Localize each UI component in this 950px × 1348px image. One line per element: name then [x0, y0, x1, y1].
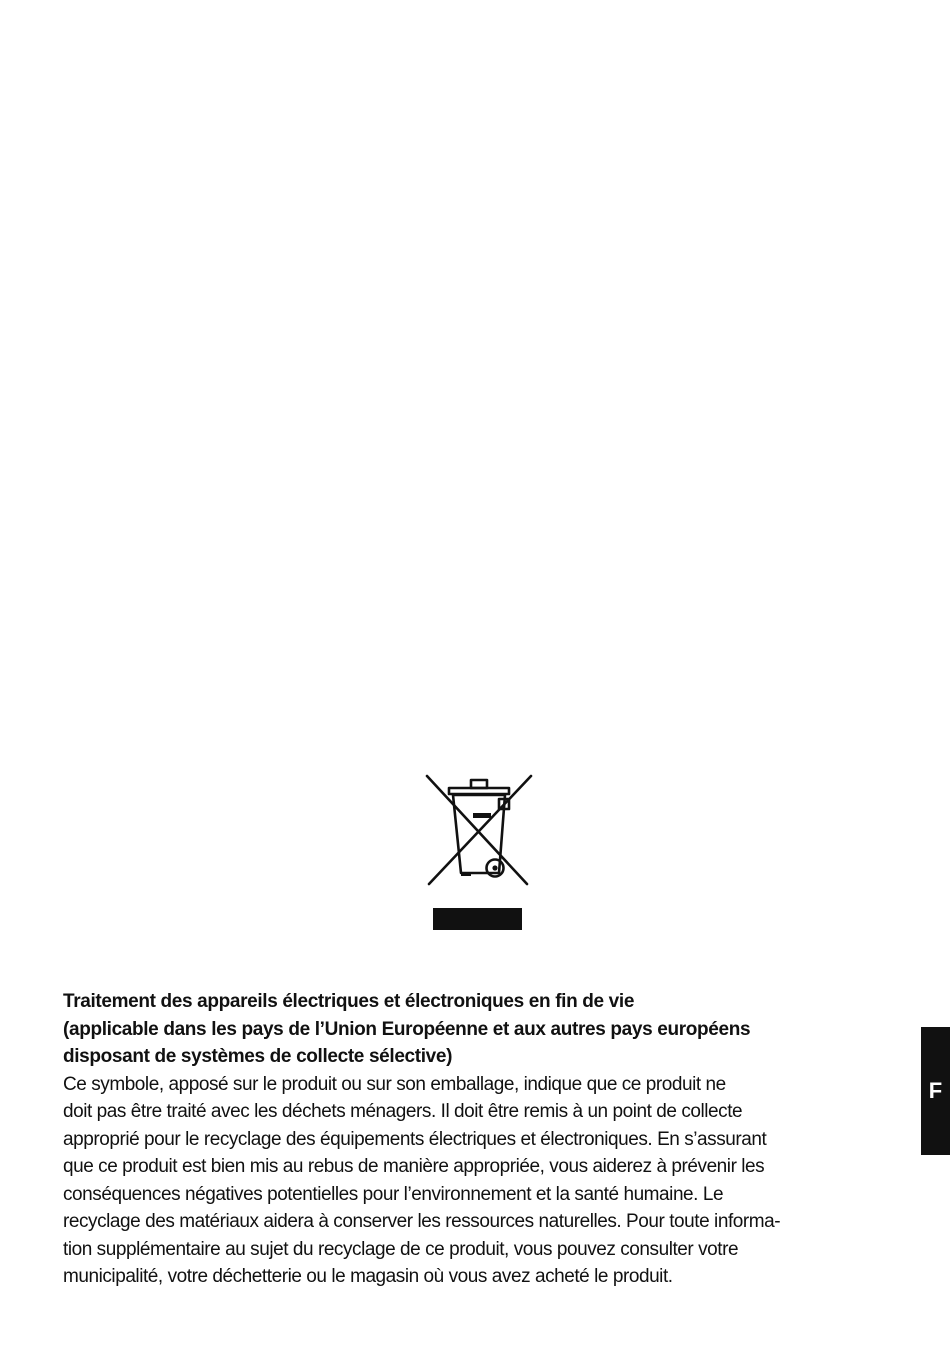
- heading-line: disposant de systèmes de collecte sélective): [63, 1046, 453, 1067]
- heading-line: Traitement des appareils électriques et électroniques en fin de vie: [63, 991, 635, 1012]
- body-line: recyclage des matériaux aidera à conserver les ressources naturelles. Pour toute informa-: [63, 1211, 781, 1232]
- disposal-notice: [63, 988, 893, 1291]
- symbol-underline-bar: [433, 908, 522, 930]
- notice-body: [63, 1071, 893, 1291]
- body-line: conséquences négatives potentielles pour l’environnement et la santé humaine. Le: [63, 1183, 724, 1205]
- body-line: doit pas être traité avec les déchets ménagers. Il doit être remis à un point de collecte: [63, 1101, 743, 1122]
- body-line: que ce produit est bien mis au rebus de manière appropriée, vous aiderez à prévenir les: [63, 1156, 765, 1177]
- notice-heading: [63, 988, 893, 1071]
- crossed-out-wheelie-bin-icon: [423, 772, 535, 888]
- body-line: municipalité, votre déchetterie ou le magasin où vous avez acheté le produit.: [63, 1266, 673, 1287]
- body-line: approprié pour le recyclage des équipements électriques et électroniques. En s’assurant: [63, 1128, 767, 1150]
- body-line: tion supplémentaire au sujet du recyclage de ce produit, vous pouvez consulter votre: [63, 1238, 739, 1260]
- heading-line: (applicable dans les pays de l’Union Européenne et aux autres pays européens: [63, 1018, 751, 1040]
- language-tab: [921, 1027, 950, 1155]
- language-tab-label: F: [928, 1078, 943, 1103]
- body-line: Ce symbole, apposé sur le produit ou sur son emballage, indique que ce produit ne: [63, 1073, 726, 1095]
